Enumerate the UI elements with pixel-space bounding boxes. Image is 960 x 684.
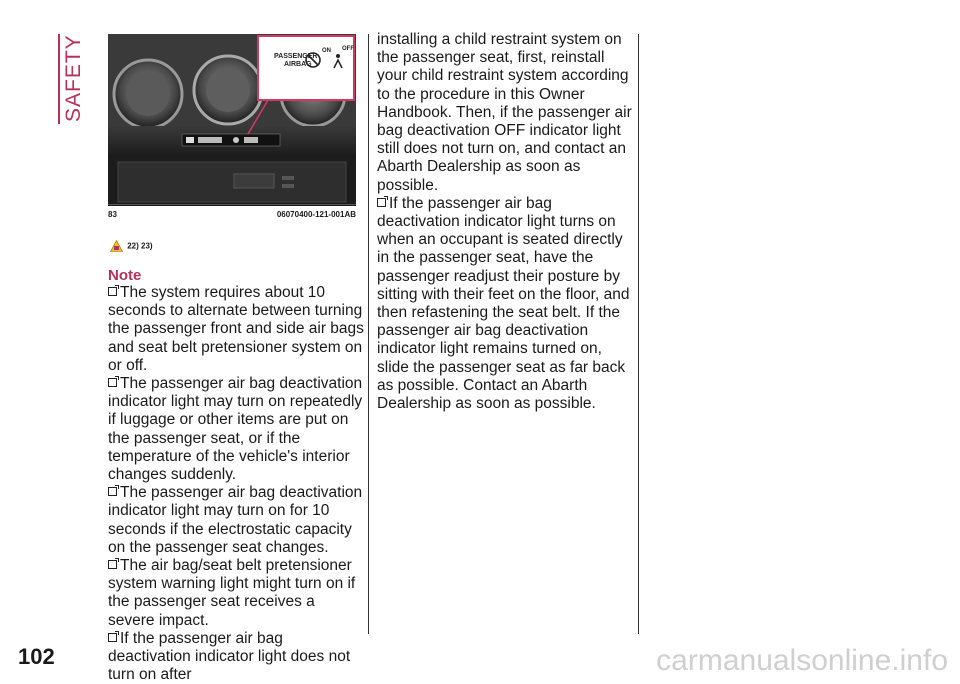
dashboard-photo (108, 34, 356, 206)
column-divider (368, 34, 369, 634)
column-divider (638, 34, 639, 634)
warning-triangle-icon (110, 240, 123, 252)
note-item: If the passenger air bag deactivation indicator light turns on when an occupant is seated directly in the passenger seat, have the passenger readjust their posture by sitting with their feet on the floor, and then refastening the seat belt. If the passenger air bag deactivation indicator light remains turned on, slide the passenger seat as far back as possible. Contact an Abarth Dealership as soon as possible. (377, 194, 630, 413)
checkbox-icon (377, 198, 386, 207)
checkbox-icon (108, 560, 117, 569)
right-column (377, 31, 635, 413)
note-item: The air bag/seat belt pretensioner system warning light might turn on if the passenger seat receives a severe impact. (108, 557, 356, 629)
left-column (108, 267, 364, 684)
figure-code: 06070400-121-001AB (276, 210, 356, 219)
section-title: SAFETY (62, 34, 85, 122)
checkbox-icon (108, 378, 117, 387)
inset-off-label: OFF (342, 46, 354, 52)
figure-caption (108, 204, 356, 221)
note-item: The passenger air bag deactivation indicator light may turn on for 10 seconds if the electrostatic capacity on the passenger seat changes. (108, 484, 363, 556)
checkbox-icon (108, 633, 117, 642)
section-tab-bar (58, 34, 60, 124)
warning-references (110, 240, 153, 256)
note-item: The passenger air bag deactivation indicator light may turn on repeatedly if luggage or other items are put on the passenger seat, or if the temperature of the vehicle's interior changes suddenly. (108, 375, 363, 484)
note-item: If the passenger air bag deactivation indicator light does not turn on after (108, 629, 351, 684)
warning-refs-text: 22) 23) (127, 241, 153, 251)
note-item: The system requires about 10 seconds to alternate between turning the passenger front and side air bags and seat belt pretensioner system on or off. (108, 284, 364, 374)
page-number: 102 (18, 644, 55, 669)
checkbox-icon (108, 287, 117, 296)
checkbox-icon (108, 487, 117, 496)
inset-on-label: ON (322, 48, 331, 54)
section-tab (58, 34, 85, 124)
inset-label-line1: PASSENGER (274, 53, 318, 60)
continuation-text: installing a child restraint system on the passenger seat, first, reinstall your child restraint system according to the procedure in this Owner Handbook. Then, if the passenger air bag deactivation OFF indicator light still does not turn on, and contact an Abarth Dealership as soon as possible. (377, 31, 632, 194)
note-heading: Note (108, 267, 142, 284)
figure-number: 83 (108, 210, 117, 219)
inset-label-line2: AIRBAG (284, 61, 312, 68)
watermark: carmanualsonline.info (656, 644, 948, 677)
